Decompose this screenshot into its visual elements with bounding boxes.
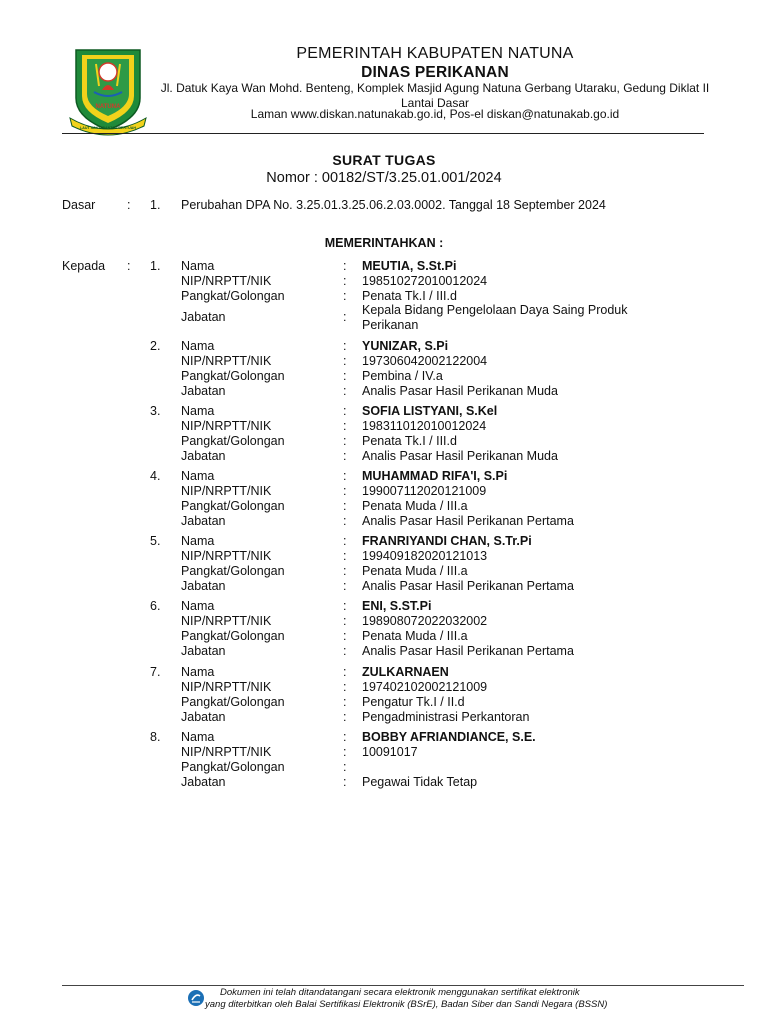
field-colon: : <box>343 549 347 563</box>
field-colon: : <box>343 599 347 613</box>
field-label-nip: NIP/NRPTT/NIK <box>181 274 272 288</box>
assignee-nama: SOFIA LISTYANI, S.Kel <box>362 404 498 418</box>
assignee-pangkat: Penata Muda / III.a <box>362 564 468 578</box>
field-colon: : <box>343 775 347 789</box>
assignee-number: 3. <box>150 404 161 418</box>
assignee-nip: 197306042002122004 <box>362 354 488 368</box>
field-colon: : <box>343 614 347 628</box>
field-label-jabatan: Jabatan <box>181 449 226 463</box>
field-colon: : <box>343 484 347 498</box>
logo-motto: LAUT SAKTI RANTAU BERTUAH <box>80 126 136 130</box>
field-label-jabatan: Jabatan <box>181 775 226 789</box>
assignee-pangkat: Pengatur Tk.I / II.d <box>362 695 465 709</box>
header-government: PEMERINTAH KABUPATEN NATUNA <box>296 45 574 62</box>
field-label-nama: Nama <box>181 469 215 483</box>
assignee-nip: 198311012010012024 <box>362 419 487 433</box>
field-label-pangkat: Pangkat/Golongan <box>181 434 285 448</box>
assignee-jabatan: Kepala Bidang Pengelolaan Daya Saing Produk Perikanan <box>362 303 628 332</box>
assignee-pangkat: Penata Tk.I / III.d <box>362 434 457 448</box>
field-label-pangkat: Pangkat/Golongan <box>181 499 285 513</box>
header-agency: DINAS PERIKANAN <box>361 64 509 81</box>
field-label-nip: NIP/NRPTT/NIK <box>181 745 272 759</box>
assignee-pangkat: Pembina / IV.a <box>362 369 443 383</box>
field-label-nama: Nama <box>181 599 215 613</box>
assignee-nip: 10091017 <box>362 745 418 759</box>
assignee-number: 2. <box>150 339 161 353</box>
assignee-number: 1. <box>150 259 161 273</box>
assignee-nama: FRANRIYANDI CHAN, S.Tr.Pi <box>362 534 532 548</box>
field-label-pangkat: Pangkat/Golongan <box>181 369 285 383</box>
field-label-nama: Nama <box>181 534 215 548</box>
assignee-number: 6. <box>150 599 161 613</box>
field-label-jabatan: Jabatan <box>181 514 226 528</box>
assignee-nama: ENI, S.ST.Pi <box>362 599 432 613</box>
field-label-jabatan: Jabatan <box>181 579 226 593</box>
assignee-number: 4. <box>150 469 161 483</box>
assignee-jabatan: Analis Pasar Hasil Perikanan Pertama <box>362 644 574 658</box>
field-colon: : <box>343 499 347 513</box>
dasar-text: Perubahan DPA No. 3.25.01.3.25.06.2.03.0002. Tanggal 18 September 2024 <box>181 198 606 212</box>
field-colon: : <box>343 469 347 483</box>
field-label-pangkat: Pangkat/Golongan <box>181 629 285 643</box>
logo-text: NATUNA <box>95 104 121 110</box>
field-label-pangkat: Pangkat/Golongan <box>181 695 285 709</box>
field-colon: : <box>343 760 347 774</box>
field-label-nama: Nama <box>181 730 215 744</box>
assignee-number: 8. <box>150 730 161 744</box>
field-colon: : <box>343 680 347 694</box>
dasar-colon: : <box>127 198 131 212</box>
kepada-colon: : <box>127 259 131 273</box>
header-contact: Laman www.diskan.natunakab.go.id, Pos-el diskan@natunakab.go.id <box>250 107 620 121</box>
field-label-jabatan: Jabatan <box>181 384 226 398</box>
assignee-nip: 198510272010012024 <box>362 274 488 288</box>
assignee-nip: 199007112020121009 <box>362 484 487 498</box>
field-colon: : <box>343 514 347 528</box>
field-colon: : <box>343 665 347 679</box>
assignee-jabatan: Analis Pasar Hasil Perikanan Pertama <box>362 514 574 528</box>
field-colon: : <box>343 710 347 724</box>
bsre-seal-icon <box>187 989 205 1007</box>
field-colon: : <box>343 629 347 643</box>
assignee-jabatan: Analis Pasar Hasil Perikanan Muda <box>362 384 558 398</box>
document-number: Nomor : 00182/ST/3.25.01.001/2024 <box>266 170 502 186</box>
field-colon: : <box>343 289 347 303</box>
field-label-pangkat: Pangkat/Golongan <box>181 564 285 578</box>
header-divider <box>62 133 704 134</box>
field-colon: : <box>343 564 347 578</box>
assignee-nama: ZULKARNAEN <box>362 665 449 679</box>
footer-line-2: yang diterbitkan oleh Balai Sertifikasi Elektronik (BSrE), Badan Siber dan Sandi Negara (BSSN) <box>205 999 608 1010</box>
field-colon: : <box>343 369 347 383</box>
field-colon: : <box>343 644 347 658</box>
kepada-label: Kepada <box>62 259 106 273</box>
field-colon: : <box>343 534 347 548</box>
assignee-nama: BOBBY AFRIANDIANCE, S.E. <box>362 730 536 744</box>
field-label-nama: Nama <box>181 259 215 273</box>
field-label-nip: NIP/NRPTT/NIK <box>181 354 272 368</box>
field-label-pangkat: Pangkat/Golongan <box>181 760 285 774</box>
field-label-pangkat: Pangkat/Golongan <box>181 289 285 303</box>
field-label-nama: Nama <box>181 404 215 418</box>
field-label-nip: NIP/NRPTT/NIK <box>181 549 272 563</box>
field-label-nip: NIP/NRPTT/NIK <box>181 680 272 694</box>
field-colon: : <box>343 730 347 744</box>
field-label-nip: NIP/NRPTT/NIK <box>181 614 272 628</box>
assignee-nama: MEUTIA, S.St.Pi <box>362 259 457 273</box>
footer-divider <box>62 985 744 986</box>
assignee-jabatan: Analis Pasar Hasil Perikanan Muda <box>362 449 558 463</box>
field-label-nama: Nama <box>181 339 215 353</box>
field-colon: : <box>343 419 347 433</box>
assignee-number: 5. <box>150 534 161 548</box>
field-label-jabatan: Jabatan <box>181 710 226 724</box>
field-label-jabatan: Jabatan <box>181 644 226 658</box>
assignee-jabatan: Pegawai Tidak Tetap <box>362 775 478 789</box>
field-colon: : <box>343 310 347 324</box>
assignee-pangkat: Penata Muda / III.a <box>362 629 468 643</box>
field-colon: : <box>343 274 347 288</box>
assignee-pangkat: Penata Muda / III.a <box>362 499 468 513</box>
field-colon: : <box>343 695 347 709</box>
field-colon: : <box>343 745 347 759</box>
footer-line-1: Dokumen ini telah ditandatangani secara elektronik menggunakan sertifikat elektronik <box>220 987 580 998</box>
field-label-nip: NIP/NRPTT/NIK <box>181 419 272 433</box>
assignee-nip: 198908072022032002 <box>362 614 488 628</box>
field-label-nama: Nama <box>181 665 215 679</box>
field-label-jabatan: Jabatan <box>181 310 226 324</box>
field-colon: : <box>343 449 347 463</box>
natuna-crest-logo <box>66 44 150 136</box>
dasar-label: Dasar <box>62 198 96 212</box>
document-title: SURAT TUGAS <box>332 152 436 168</box>
dasar-number: 1. <box>150 198 161 212</box>
assignee-pangkat: Penata Tk.I / III.d <box>362 289 457 303</box>
field-colon: : <box>343 384 347 398</box>
assignee-nip: 197402102002121009 <box>362 680 488 694</box>
field-colon: : <box>343 434 347 448</box>
assignee-nama: YUNIZAR, S.Pi <box>362 339 449 353</box>
assignee-jabatan: Analis Pasar Hasil Perikanan Pertama <box>362 579 574 593</box>
field-colon: : <box>343 404 347 418</box>
field-colon: : <box>343 339 347 353</box>
assignee-nip: 199409182020121013 <box>362 549 488 563</box>
field-colon: : <box>343 579 347 593</box>
header-address: Jl. Datuk Kaya Wan Mohd. Benteng, Komplek Masjid Agung Natuna Gerbang Utaraku, Gedung Diklat II Lantai Dasar <box>160 81 710 110</box>
assignee-nama: MUHAMMAD RIFA'I, S.Pi <box>362 469 508 483</box>
command-heading: MEMERINTAHKAN : <box>324 236 444 250</box>
field-colon: : <box>343 354 347 368</box>
assignee-jabatan: Pengadministrasi Perkantoran <box>362 710 530 724</box>
field-colon: : <box>343 259 347 273</box>
assignee-number: 7. <box>150 665 161 679</box>
field-label-nip: NIP/NRPTT/NIK <box>181 484 272 498</box>
